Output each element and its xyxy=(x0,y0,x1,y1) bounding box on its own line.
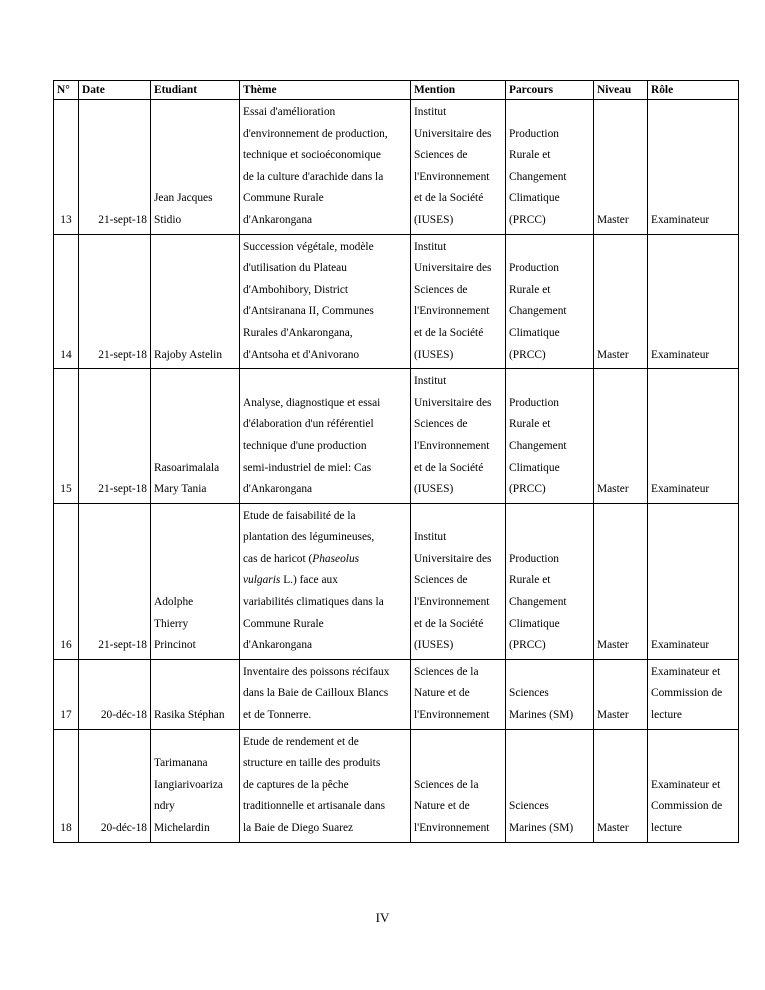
cell-mention: Institut Universitaire des Sciences de l'Environnement et de la Société (IUSES) xyxy=(411,503,506,659)
jury-participation-table xyxy=(53,80,739,843)
cell-parcours: Production Rurale et Changement Climatique (PRCC) xyxy=(506,369,594,504)
cell-date: 21-sept-18 xyxy=(79,100,151,235)
cell-role: Examinateur xyxy=(648,369,739,504)
cell-date: 21-sept-18 xyxy=(79,369,151,504)
table-row xyxy=(54,503,739,659)
header-niveau: Niveau xyxy=(594,81,648,100)
table-row xyxy=(54,729,739,842)
cell-num: 13 xyxy=(54,100,79,235)
cell-parcours: Sciences Marines (SM) xyxy=(506,729,594,842)
table-row xyxy=(54,369,739,504)
theme-text-after: L.) face aux variabilités climatiques dans la Commune Rurale d'Ankarongana xyxy=(243,574,384,652)
cell-role: Examinateur et Commission de lecture xyxy=(648,729,739,842)
cell-parcours: Production Rurale et Changement Climatique (PRCC) xyxy=(506,234,594,369)
cell-etudiant: Rajoby Astelin xyxy=(151,234,240,369)
theme-text-before: Etude de faisabilité de la plantation des légumineuses, cas de haricot ( xyxy=(243,509,375,565)
cell-niveau: Master xyxy=(594,100,648,235)
cell-theme: Etude de rendement et de structure en taille des produits de captures de la pêche traditionnelle et artisanale dans la Baie de Diego Suarez xyxy=(240,729,411,842)
header-etudiant: Etudiant xyxy=(151,81,240,100)
cell-etudiant: Rasoarimalala Mary Tania xyxy=(151,369,240,504)
cell-parcours: Sciences Marines (SM) xyxy=(506,659,594,729)
cell-mention: Institut Universitaire des Sciences de l'Environnement et de la Société (IUSES) xyxy=(411,100,506,235)
theme-species-italic: Phaseolus vulgaris xyxy=(243,552,360,587)
cell-role: Examinateur xyxy=(648,503,739,659)
cell-parcours: Production Rurale et Changement Climatique (PRCC) xyxy=(506,100,594,235)
cell-mention: Institut Universitaire des Sciences de l'Environnement et de la Société (IUSES) xyxy=(411,369,506,504)
cell-mention: Institut Universitaire des Sciences de l'Environnement et de la Société (IUSES) xyxy=(411,234,506,369)
cell-etudiant: Tarimanana Iangiarivoariza ndry Michelardin xyxy=(151,729,240,842)
cell-date: 21-sept-18 xyxy=(79,503,151,659)
cell-theme xyxy=(240,503,411,659)
cell-role: Examinateur xyxy=(648,234,739,369)
header-row xyxy=(54,81,739,100)
cell-num: 17 xyxy=(54,659,79,729)
table-row xyxy=(54,100,739,235)
cell-theme: Essai d'amélioration d'environnement de production, technique et socioéconomique de la culture d'arachide dans la Commune Rurale d'Ankarongana xyxy=(240,100,411,235)
cell-niveau: Master xyxy=(594,729,648,842)
cell-etudiant: Jean Jacques Stidio xyxy=(151,100,240,235)
cell-num: 18 xyxy=(54,729,79,842)
cell-role: Examinateur et Commission de lecture xyxy=(648,659,739,729)
cell-num: 14 xyxy=(54,234,79,369)
cell-niveau: Master xyxy=(594,659,648,729)
cell-mention: Sciences de la Nature et de l'Environnement xyxy=(411,729,506,842)
cell-theme: Succession végétale, modèle d'utilisation du Plateau d'Ambohibory, District d'Antsiranana II, Communes Rurales d'Ankarongana, d'Antsoha et d'Anivorano xyxy=(240,234,411,369)
table-row xyxy=(54,659,739,729)
header-date: Date xyxy=(79,81,151,100)
cell-theme: Inventaire des poissons récifaux dans la Baie de Cailloux Blancs et de Tonnerre. xyxy=(240,659,411,729)
cell-etudiant: Rasika Stéphan xyxy=(151,659,240,729)
cell-theme: Analyse, diagnostique et essai d'élaboration d'un référentiel technique d'une production semi-industriel de miel: Cas d'Ankarongana xyxy=(240,369,411,504)
table-row xyxy=(54,234,739,369)
cell-role: Examinateur xyxy=(648,100,739,235)
cell-niveau: Master xyxy=(594,369,648,504)
page-number: IV xyxy=(375,910,390,925)
cell-date: 21-sept-18 xyxy=(79,234,151,369)
cell-num: 16 xyxy=(54,503,79,659)
header-mention: Mention xyxy=(411,81,506,100)
header-theme: Thème xyxy=(240,81,411,100)
cell-mention: Sciences de la Nature et de l'Environnement xyxy=(411,659,506,729)
cell-date: 20-déc-18 xyxy=(79,729,151,842)
header-role: Rôle xyxy=(648,81,739,100)
cell-niveau: Master xyxy=(594,503,648,659)
header-parcours: Parcours xyxy=(506,81,594,100)
cell-niveau: Master xyxy=(594,234,648,369)
cell-parcours: Production Rurale et Changement Climatique (PRCC) xyxy=(506,503,594,659)
cell-num: 15 xyxy=(54,369,79,504)
cell-date: 20-déc-18 xyxy=(79,659,151,729)
header-num: N° xyxy=(54,81,79,100)
cell-etudiant: Adolphe Thierry Princinot xyxy=(151,503,240,659)
